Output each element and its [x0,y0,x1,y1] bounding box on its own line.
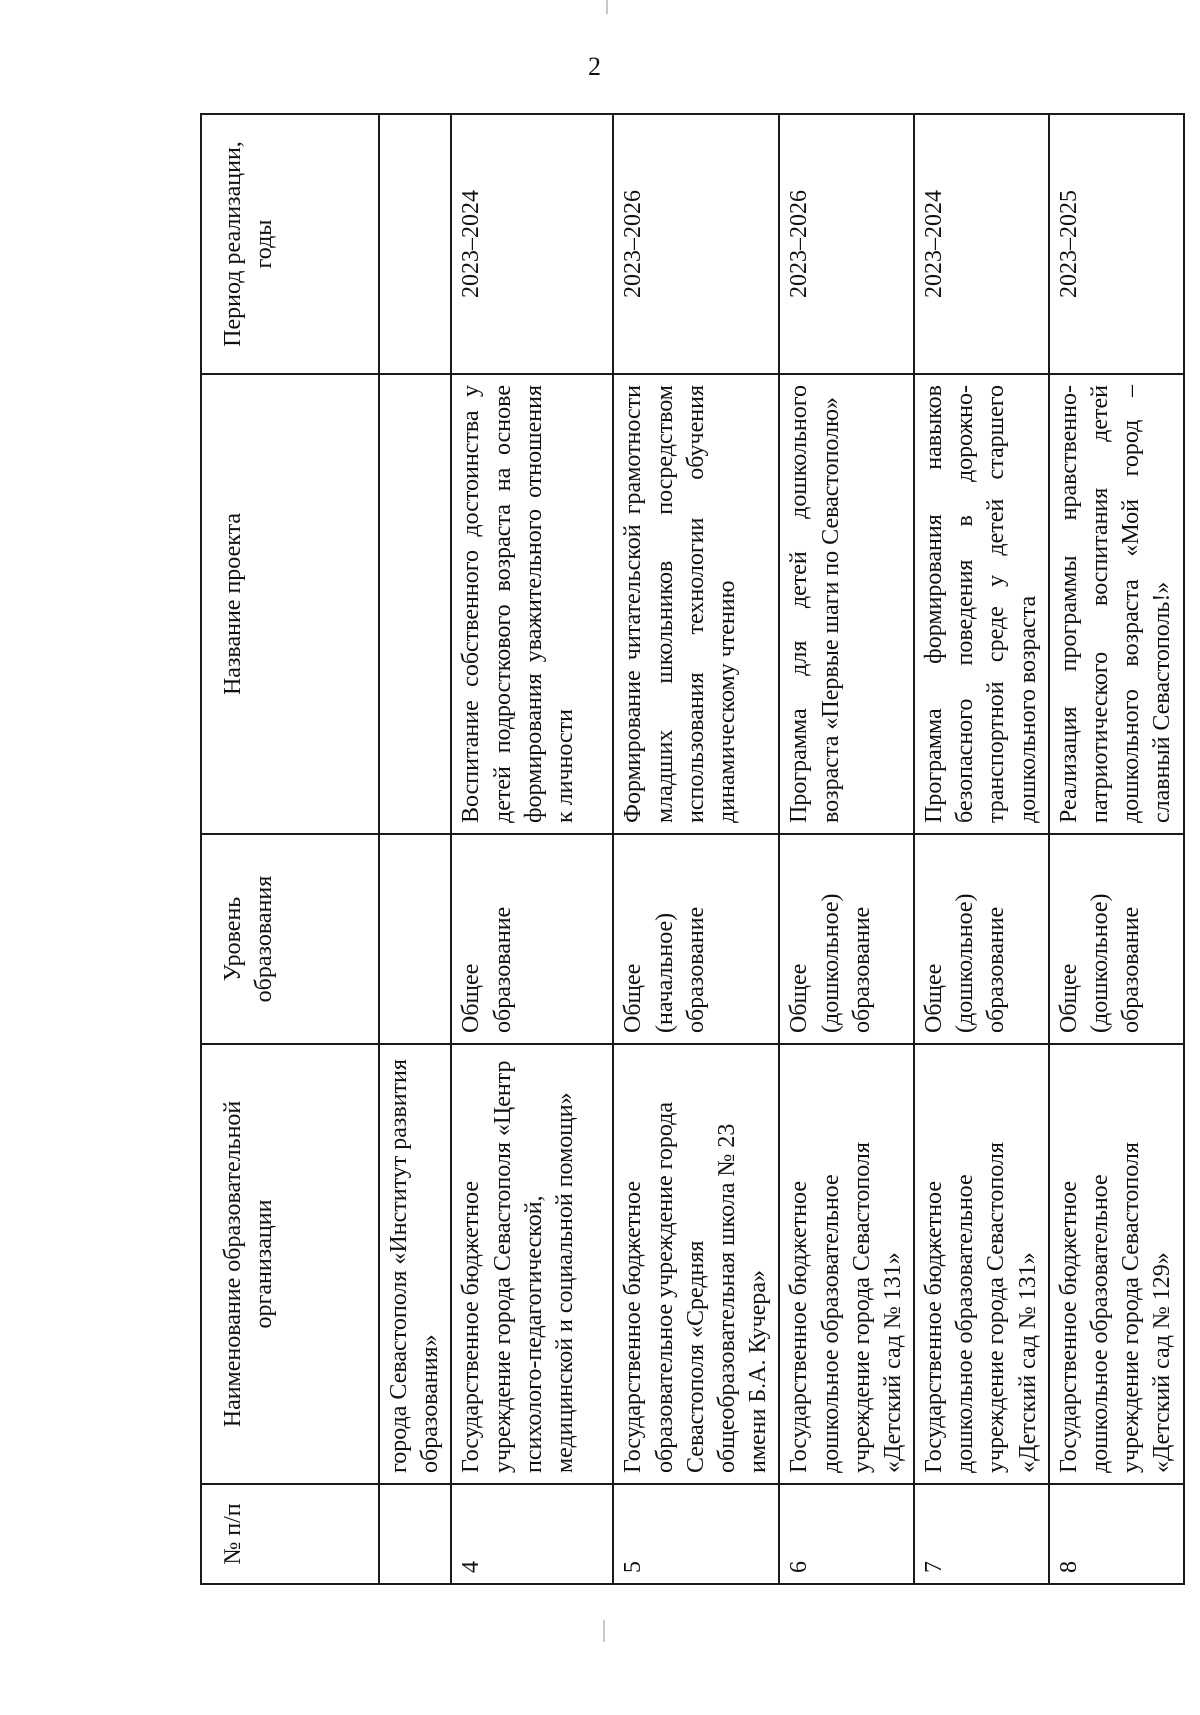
table-row [451,114,613,1584]
cell-project-name [379,374,451,834]
cell-organization: города Севастополя «Институт развития образования» [379,1044,451,1484]
table-row [779,114,914,1584]
cell-education-level: Общее образование [451,834,613,1044]
table-row [613,114,779,1584]
scan-mark-bottom [603,1620,605,1642]
cell-project-name: Программа для детей дошкольного возраста «Первые шаги по Севастополю» [779,374,914,834]
header-project-name: Название проекта [201,374,379,834]
cell-project-name: Реализация программы нравственно-патриотического воспитания детей дошкольного возраста «Мой город – славный Севастополь!» [1049,374,1184,834]
cell-education-level: Общее (дошкольное) образование [914,834,1049,1044]
table-row [914,114,1049,1584]
cell-number [379,1484,451,1584]
cell-project-name: Формирование читательской грамотности младших школьников посредством использования технологии обучения динамическому чтению [613,374,779,834]
projects-table [200,113,1185,1585]
cell-number: 4 [451,1484,613,1584]
cell-education-level: Общее (начальное) образование [613,834,779,1044]
header-organization: Наименование образовательной организации [201,1044,379,1484]
rotated-table-frame [200,115,1176,1585]
cell-period: 2023–2026 [613,114,779,374]
cell-period: 2023–2024 [451,114,613,374]
cell-organization: Государственное бюджетное учреждение города Севастополя «Центр психолого-педагогической, медицинской и социальной помощи» [451,1044,613,1484]
cell-number: 8 [1049,1484,1184,1584]
header-number: № п/п [201,1484,379,1584]
cell-organization: Государственное бюджетное дошкольное образовательное учреждение города Севастополя «Детский сад № 131» [779,1044,914,1484]
header-education-level: Уровень образования [201,834,379,1044]
scan-mark-top [606,0,608,14]
cell-number: 7 [914,1484,1049,1584]
page-number: 2 [588,52,601,81]
rotated-table-container [200,115,1176,1585]
cell-project-name: Воспитание собственного достоинства у детей подросткового возраста на основе формирования уважительного отношения к личности [451,374,613,834]
cell-number: 5 [613,1484,779,1584]
cell-organization: Государственное бюджетное дошкольное образовательное учреждение города Севастополя «Детский сад № 131» [914,1044,1049,1484]
cell-period [379,114,451,374]
cell-project-name: Программа формирования навыков безопасного поведения в дорожно-транспортной среде у детей старшего дошкольного возраста [914,374,1049,834]
cell-education-level: Общее (дошкольное) образование [1049,834,1184,1044]
header-period: Период реализации, годы [201,114,379,374]
cell-education-level: Общее (дошкольное) образование [779,834,914,1044]
cell-period: 2023–2024 [914,114,1049,374]
table-row [1049,114,1184,1584]
cell-number: 6 [779,1484,914,1584]
table-header-row [201,114,379,1584]
cell-organization: Государственное бюджетное образовательное учреждение города Севастополя «Средняя общеобразовательная школа № 23 имени Б.А. Кучера» [613,1044,779,1484]
cell-period: 2023–2026 [779,114,914,374]
table-row [379,114,451,1584]
cell-organization: Государственное бюджетное дошкольное образовательное учреждение города Севастополя «Детский сад № 129» [1049,1044,1184,1484]
cell-education-level [379,834,451,1044]
cell-period: 2023–2025 [1049,114,1184,374]
